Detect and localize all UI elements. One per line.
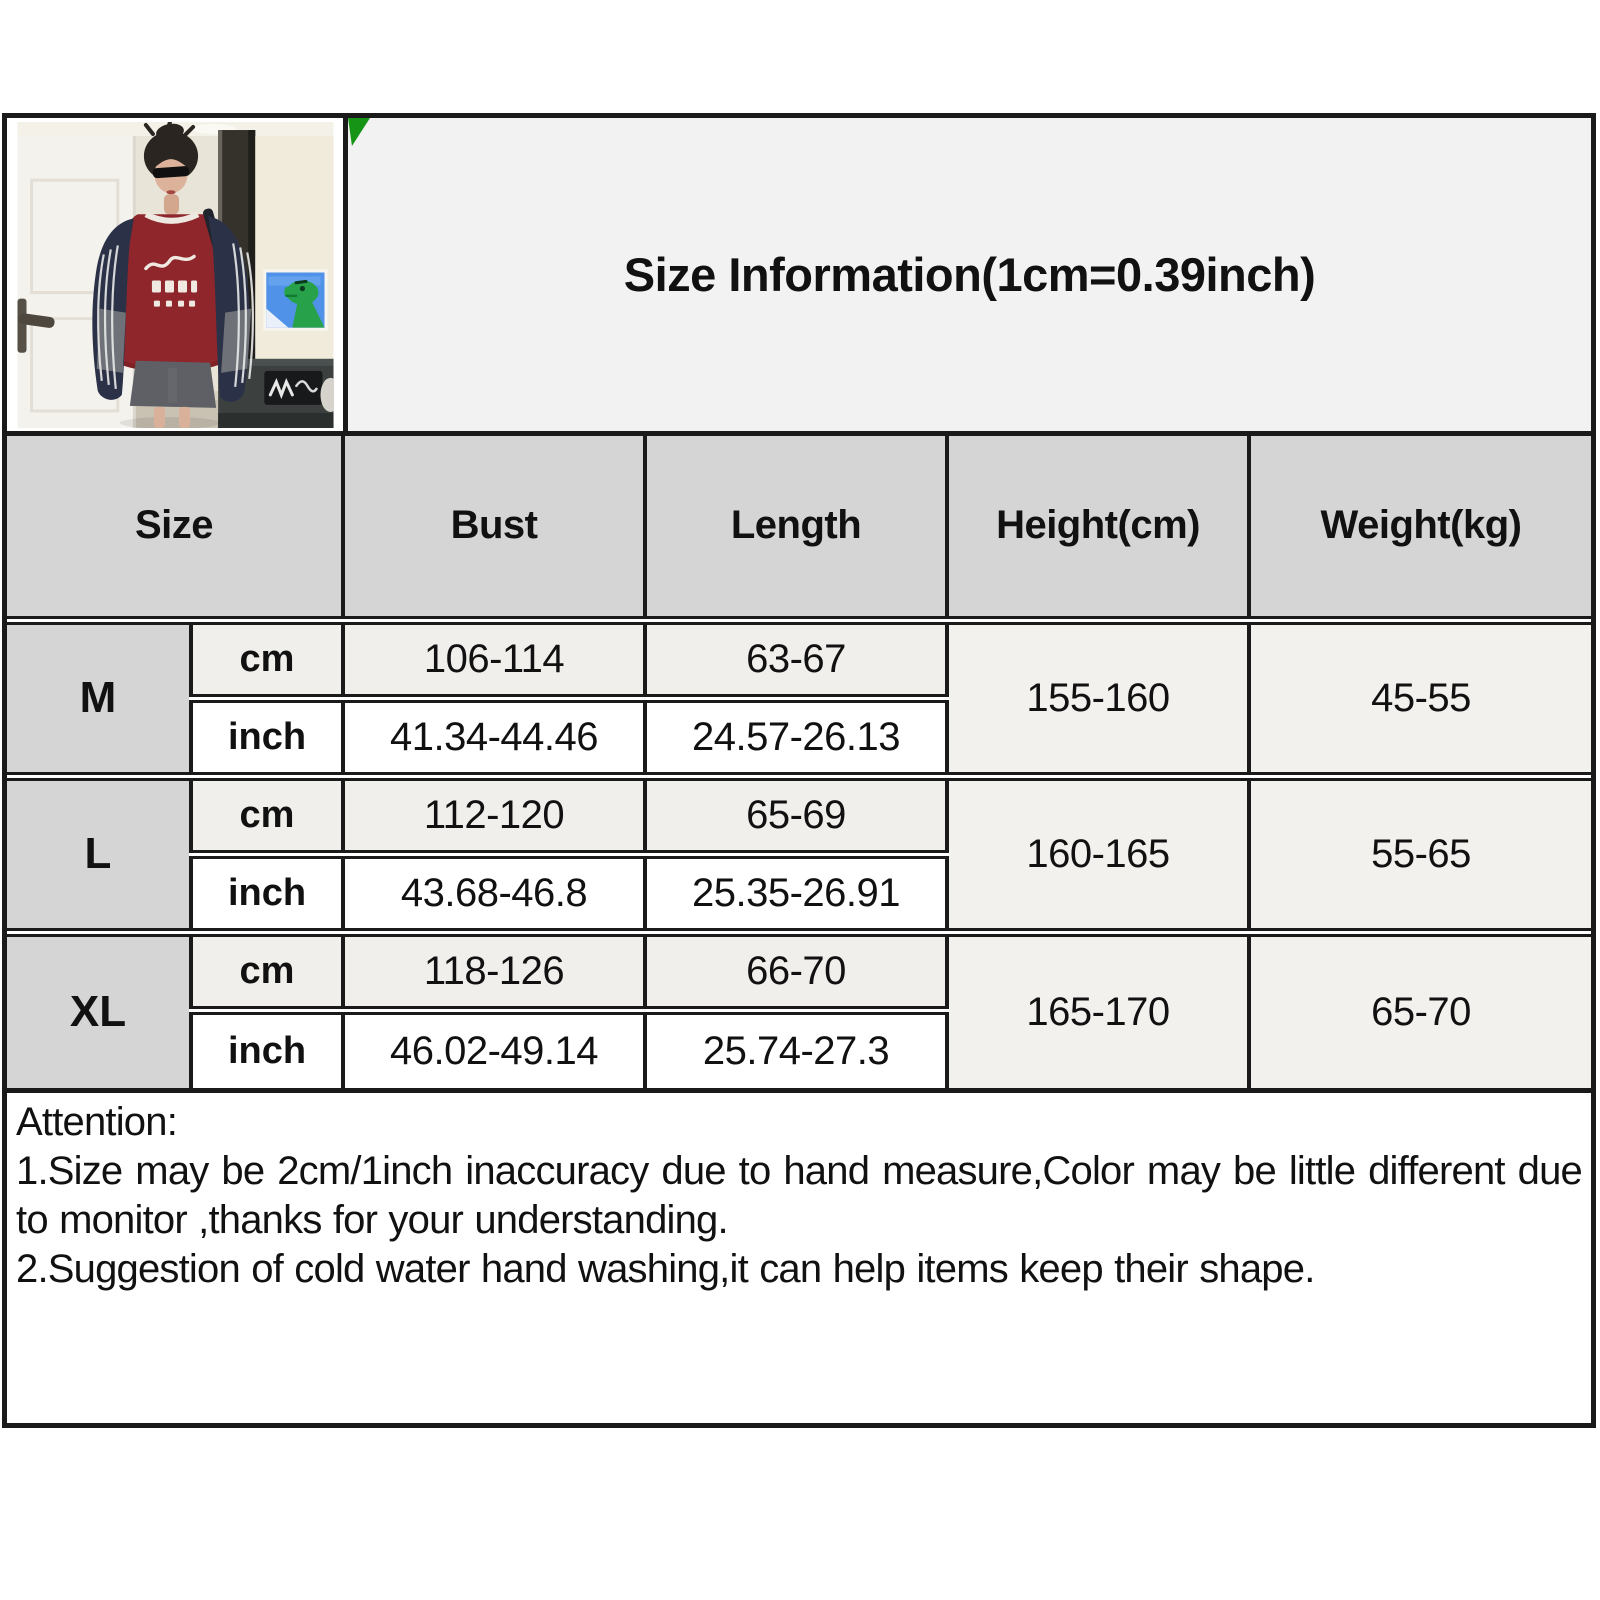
cell-xl-bust-inch: 46.02-49.14	[343, 1010, 645, 1088]
attention-note-1: 1.Size may be 2cm/1inch inaccuracy due to hand measure,Color may be little different due to monitor ,thanks for your understanding.	[16, 1149, 1582, 1242]
attention-section	[7, 1088, 1591, 1423]
cell-m-length-inch: 24.57-26.13	[645, 698, 947, 776]
row-xl-cm	[7, 932, 1591, 1010]
cell-xl-length-cm: 66-70	[645, 932, 947, 1010]
cell-l-bust-cm: 112-120	[343, 776, 645, 854]
cell-xl-weight: 65-70	[1249, 932, 1591, 1088]
col-header-height: Height(cm)	[947, 436, 1249, 620]
cell-l-length-inch: 25.35-26.91	[645, 854, 947, 932]
page-title: Size Information(1cm=0.39inch)	[623, 248, 1316, 301]
size-label-l: L	[7, 776, 191, 932]
size-label-xl: XL	[7, 932, 191, 1088]
cell-m-bust-inch: 41.34-44.46	[343, 698, 645, 776]
unit-label-inch: inch	[191, 698, 343, 776]
product-photo-illustration	[17, 122, 334, 428]
unit-label-inch: inch	[191, 854, 343, 932]
attention-note-2: 2.Suggestion of cold water hand washing,it can help items keep their shape.	[16, 1247, 1315, 1291]
unit-label-cm: cm	[191, 932, 343, 1010]
col-header-length: Length	[645, 436, 947, 620]
attention-heading: Attention:	[16, 1100, 178, 1144]
row-m-cm	[7, 620, 1591, 698]
unit-label-inch: inch	[191, 1010, 343, 1088]
cell-m-height: 155-160	[947, 620, 1249, 776]
row-l-cm	[7, 776, 1591, 854]
cell-l-bust-inch: 43.68-46.8	[343, 854, 645, 932]
table-header-row	[7, 436, 1591, 620]
top-row	[7, 118, 1591, 436]
dinosaur-poster	[263, 269, 327, 330]
cell-m-weight: 45-55	[1249, 620, 1591, 776]
unit-label-cm: cm	[191, 776, 343, 854]
size-table	[7, 436, 1591, 1088]
title-banner	[348, 118, 1591, 431]
unit-label-cm: cm	[191, 620, 343, 698]
cell-xl-height: 165-170	[947, 932, 1249, 1088]
cell-l-length-cm: 65-69	[645, 776, 947, 854]
col-header-size: Size	[7, 436, 343, 620]
cell-xl-bust-cm: 118-126	[343, 932, 645, 1010]
cell-m-bust-cm: 106-114	[343, 620, 645, 698]
col-header-bust: Bust	[343, 436, 645, 620]
size-label-m: M	[7, 620, 191, 776]
cell-l-weight: 55-65	[1249, 776, 1591, 932]
cell-xl-length-inch: 25.74-27.3	[645, 1010, 947, 1088]
cell-m-length-cm: 63-67	[645, 620, 947, 698]
product-photo	[7, 118, 348, 431]
green-corner-mark	[348, 118, 370, 146]
size-chart-panel	[2, 113, 1596, 1428]
col-header-weight: Weight(kg)	[1249, 436, 1591, 620]
cell-l-height: 160-165	[947, 776, 1249, 932]
